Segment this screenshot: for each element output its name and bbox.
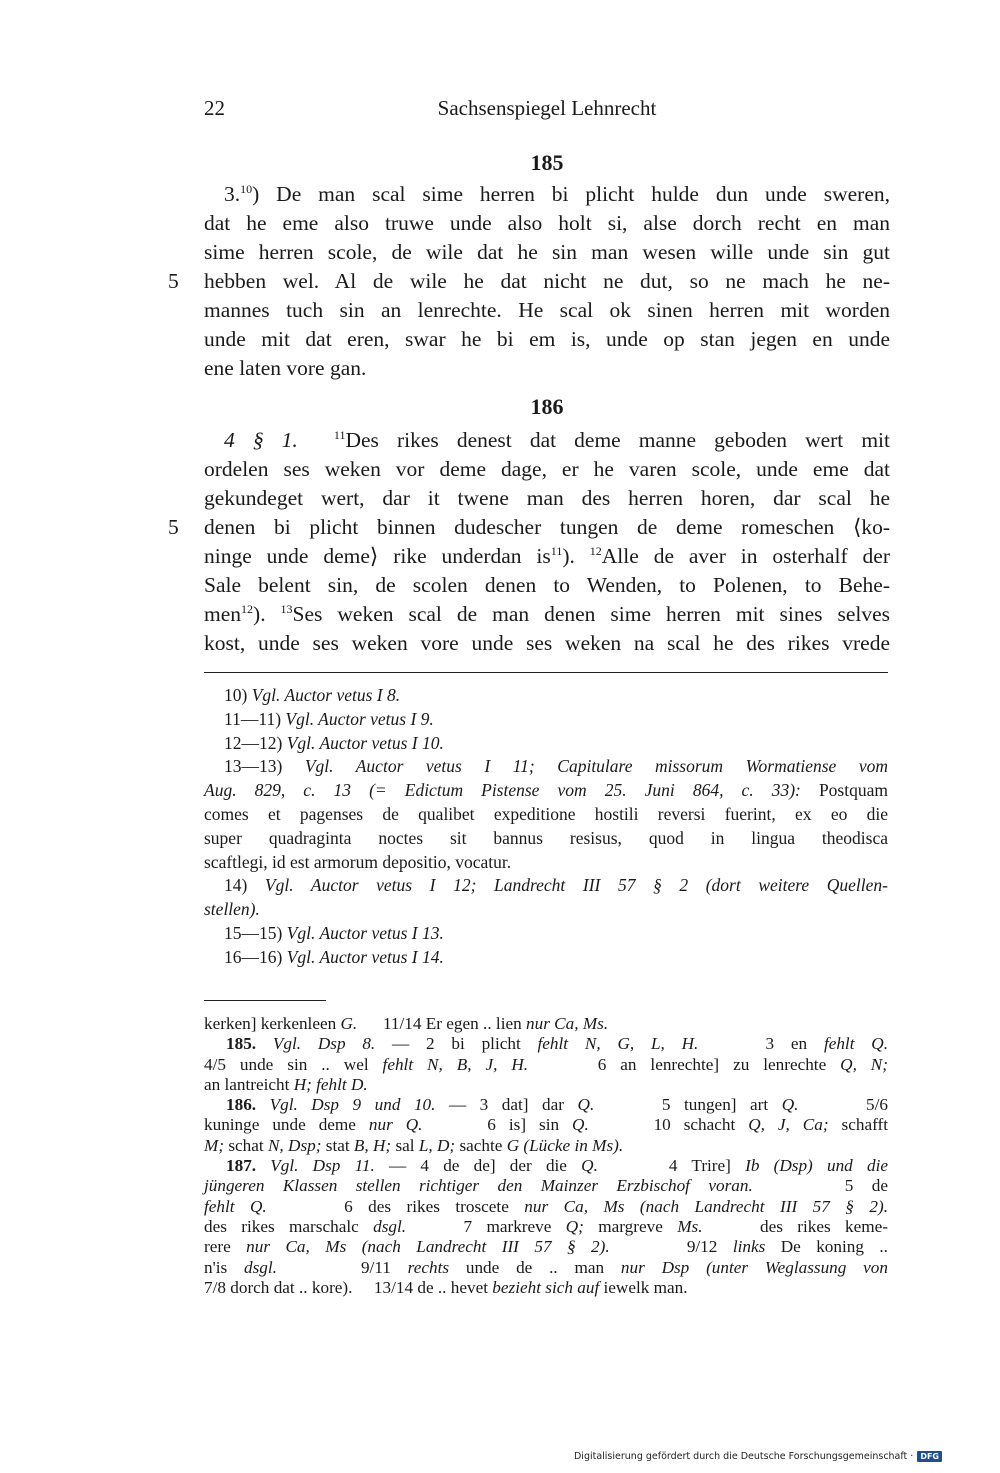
text-line: unde mit dat eren, swar he bi em is, unde op stan jegen en unde [204,327,890,351]
apparatus-line: kerken] kerkenleen G. 11/14 Er egen .. lien nur Ca, Ms. [204,1014,609,1033]
text-line: 3.10) De man scal sime herren bi plicht hulde dun unde sweren, [224,182,890,206]
apparatus-line: 7/8 dorch dat .. kore). 13/14 de .. hevet bezieht sich auf iewelk man. [204,1277,688,1297]
section-186-text [168,426,891,658]
text-line: ene laten vore gan. [204,356,367,380]
apparatus-line: 185. Vgl. Dsp 8. — 2 bi plicht fehlt N, G, L, H. 3 en fehlt Q. [226,1034,888,1054]
apparatus-line: kuninge unde deme nur Q. 6 is] sin Q. 10 schacht Q, J, Ca; schafft [204,1115,889,1135]
text-line: mannes tuch sin an lenrechte. He scal ok sinen herren mit worden [204,298,890,322]
footnote-10: 10) Vgl. Auctor vetus I 8. [224,685,401,705]
critical-apparatus [204,1014,888,1298]
digitization-credit: Digitalisierung gefördert durch die Deutsche Forschungsgemeinschaft · DFG [574,1451,942,1462]
running-title: Sachsenspiegel Lehnrecht [437,96,657,120]
apparatus-line: rere nur Ca, Ms (nach Landrecht III 57 § 2). 9/12 links De koning .. [204,1237,888,1257]
text-line: ninge unde deme⟩ rike underdan $is^{11}$). $^{12}$Alle de aver in osterhalf der [204,544,890,568]
footnote-divider [204,672,888,673]
page-number: 22 [204,96,225,120]
apparatus-divider [204,1000,326,1001]
footnote-14: 14) Vgl. Auctor vetus I 12; Landrecht III 57 § 2 (dort weitere Quellen- [224,875,888,896]
line-number-marker: 5 [168,269,179,293]
line-number-marker: 5 [168,515,179,539]
footnote-15: 15—15) Vgl. Auctor vetus I 13. [224,922,444,943]
section-185-text [168,180,890,383]
footnote-13-cont: super quadraginta noctes sit bannus resisus, quod in lingua theodisca [204,827,888,848]
text-line: 5 hebben wel. Al de wile he dat nicht ne dut, so ne mach he ne- [204,267,890,296]
text-line: men$^{12}$). $^{13}$Ses weken scal de man denen sime herren mit sines selves [204,602,890,626]
apparatus-line: des rikes marschalc dsgl. 7 markreve Q; margreve Ms. des rikes keme- [204,1216,889,1236]
footnote-14-cont: stellen). [204,899,260,920]
apparatus-line: 4/5 unde sin .. wel fehlt N, B, J, H. 6 an lenrechte] zu lenrechte Q, N; [204,1054,888,1074]
apparatus-line: n'is dsgl. 9/11 rechts unde de .. man nur Dsp (unter Weglassung von [204,1257,888,1277]
footnote-13: 13—13) Vgl. Auctor vetus I 11; Capitulare missorum Wormatiense vom [224,756,889,777]
apparatus-line: jüngeren Klassen stellen richtiger den Mainzer Erzbischof voran. 5 de [204,1176,888,1196]
text-line: dat he eme also truwe unde also holt si, alse dorch recht en man [204,211,890,235]
apparatus-line: 186. Vgl. Dsp 9 und 10. — 3 dat] dar Q. 5 tungen] art Q. 5/6 [226,1095,889,1115]
footnotes [204,684,888,970]
text-line: Sale belent sin, de scolen denen to Wenden, to Polenen, to Behe- [204,573,890,597]
page-header [204,96,890,126]
apparatus-line: 187. Vgl. Dsp 11. — 4 de de] der die Q. 4 Trire] Ib (Dsp) und die [226,1156,888,1176]
text-line: 4 § 1. $^{11}$Des rikes denest dat deme manne geboden wert mit [224,428,891,452]
dfg-logo-icon: DFG [917,1451,942,1462]
footnote-13-cont: Aug. 829, c. 13 (= Edictum Pistense vom 25. Juni 864, c. 33): Postquam [204,780,888,801]
text-line: gekundeget wert, dar it twene man des herren horen, dar scal he [204,486,890,510]
text-line: ordelen ses weken vor deme dage, er he varen scole, unde eme dat [204,457,890,481]
apparatus-line: an lantreicht H; fehlt D. [204,1074,368,1094]
apparatus-line: fehlt Q. 6 des rikes troscete nur Ca, Ms (nach Landrecht III 57 § 2). [204,1196,888,1216]
footnote-13-cont: scaftlegi, id est armorum depositio, vocatur. [204,851,512,872]
text-line: sime herren scole, de wile dat he sin man wesen wille unde sin gut [204,240,890,264]
text-line: 5 denen bi plicht binnen dudescher tungen de deme romeschen ⟨ko- [204,513,890,542]
section-number-185: 185 [530,150,564,175]
footnote-16: 16—16) Vgl. Auctor vetus I 14. [224,946,444,967]
text-line: kost, unde ses weken vore unde ses weken na scal he des rikes vrede [204,631,890,655]
footnote-11: 11—11) Vgl. Auctor vetus I 9. [224,708,434,729]
apparatus-line: M; schat N, Dsp; stat B, H; sal L, D; sachte G (Lücke in Ms). [204,1135,624,1155]
section-number-186: 186 [530,394,564,419]
footnote-13-cont: comes et pagenses de qualibet expeditione hostili reversi fuerint, ex eo die [204,803,888,824]
footnote-12: 12—12) Vgl. Auctor vetus I 10. [224,732,444,753]
